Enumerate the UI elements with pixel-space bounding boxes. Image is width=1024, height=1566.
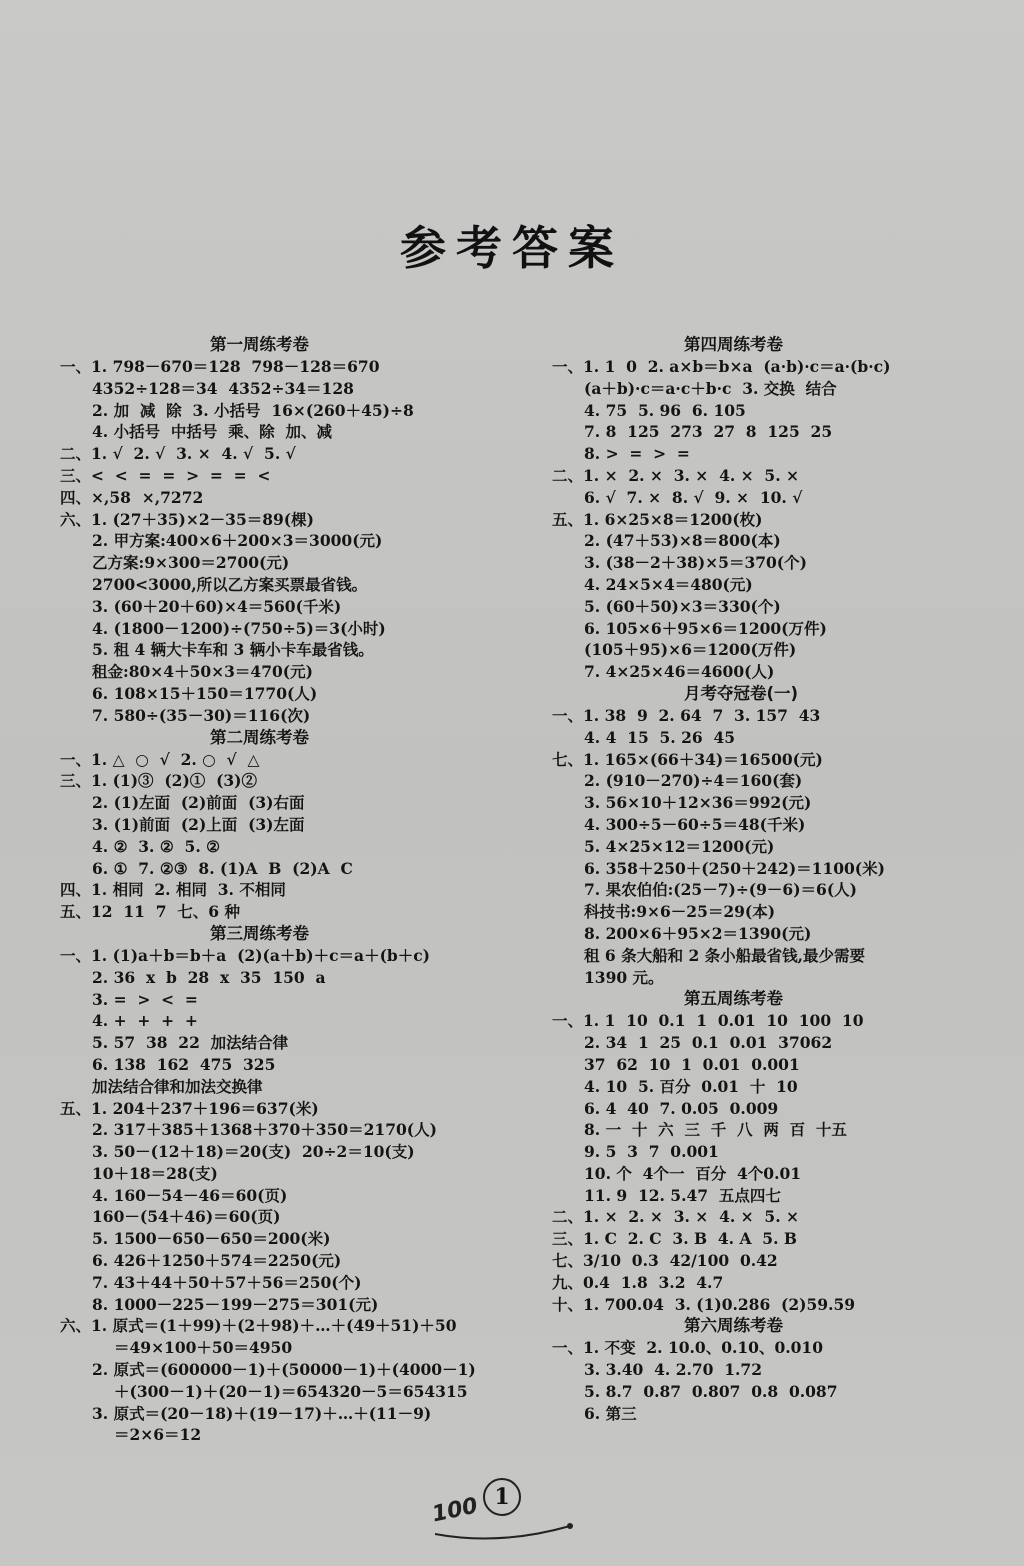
answer-line: 5. 租 4 辆大卡车和 3 辆小卡车最省钱。 xyxy=(92,640,374,660)
answer-line: 3. 3.40 4. 2.70 1.72 xyxy=(584,1360,762,1380)
answer-line: 3. 原式＝(20－18)＋(19－17)＋…＋(11－9) xyxy=(92,1403,432,1423)
answer-line: ＋(300－1)＋(20－1)＝654320－5＝654315 xyxy=(114,1381,468,1401)
answer-line: 三、< < = = > = = < xyxy=(60,465,271,485)
section-title: 月考夺冠卷(一) xyxy=(684,683,799,703)
answer-line: 4. 24×5×4＝480(元) xyxy=(584,574,753,594)
answer-line: 2. 36 x b 28 x 35 150 a xyxy=(92,967,326,987)
answer-line: 一、1. 不变 2. 10.0、0.10、0.010 xyxy=(552,1338,823,1358)
section-title: 第二周练考卷 xyxy=(210,727,309,747)
answer-line: 11. 9 12. 5.47 五点四七 xyxy=(584,1185,781,1205)
answer-line: 6. 第三 xyxy=(584,1403,637,1423)
answer-line: 2700<3000,所以乙方案买票最省钱。 xyxy=(92,574,368,594)
answer-line: 8. 1000－225－199－275＝301(元) xyxy=(92,1294,379,1314)
answer-line: 九、0.4 1.8 3.2 4.7 xyxy=(552,1272,724,1292)
section-title: 第五周练考卷 xyxy=(684,989,783,1009)
answer-line: 租金:80×4＋50×3＝470(元) xyxy=(92,662,313,682)
page-title: 参考答案 xyxy=(400,221,624,275)
answer-line: 2. (910－270)÷4＝160(套) xyxy=(584,771,803,791)
answer-line: 160－(54＋46)＝60(页) xyxy=(92,1207,281,1227)
answer-line: 3. (60＋20＋60)×4＝560(千米) xyxy=(92,596,342,616)
page-number: 1 xyxy=(483,1478,521,1516)
answer-line: 4. 4 15 5. 26 45 xyxy=(584,727,736,747)
logo-100-mark: 100 xyxy=(429,1493,481,1528)
answer-line: 2. 317＋385＋1368＋370＋350＝2170(人) xyxy=(92,1120,437,1140)
answer-line: 4. 160－54－46＝60(页) xyxy=(92,1185,288,1205)
answer-line: 2. 原式＝(600000－1)＋(50000－1)＋(4000－1) xyxy=(92,1360,476,1380)
section-title: 第六周练考卷 xyxy=(684,1316,783,1336)
answer-line: 10. 个 4个一 百分 4个0.01 xyxy=(584,1163,802,1183)
answer-line: 4. 300÷5－60÷5＝48(千米) xyxy=(584,814,806,834)
answer-line: 8. 200×6＋95×2＝1390(元) xyxy=(584,923,812,943)
answer-line: 四、1. 相同 2. 相同 3. 不相同 xyxy=(60,880,286,900)
answer-line: (a＋b)·c＝a·c＋b·c 3. 交换 结合 xyxy=(584,378,837,398)
answer-line: 37 62 10 1 0.01 0.001 xyxy=(584,1054,800,1074)
answer-line: 十、1. 700.04 3. (1)0.286 (2)59.59 xyxy=(552,1294,856,1314)
answer-line: 6. ① 7. ②③ 8. (1)A B (2)A C xyxy=(92,858,353,878)
answer-line: 7. 8 125 273 27 8 125 25 xyxy=(584,422,833,442)
answer-line: 2. (1)左面 (2)前面 (3)右面 xyxy=(92,793,305,813)
section-title: 第一周练考卷 xyxy=(210,335,309,354)
logo-swoosh-icon xyxy=(430,1512,580,1542)
answer-line: 6. 108×15＋150＝1770(人) xyxy=(92,683,318,703)
answer-line: 7. 580÷(35－30)＝116(次) xyxy=(92,705,311,725)
answer-line: 租 6 条大船和 2 条小船最省钱,最少需要 xyxy=(584,945,866,965)
answer-line: 六、1. 原式＝(1＋99)＋(2＋98)＋…＋(49＋51)＋50 xyxy=(60,1316,457,1336)
answer-line: ＝49×100＋50＝4950 xyxy=(114,1338,293,1358)
answer-line: 8. 一 十 六 三 千 八 两 百 十五 xyxy=(584,1120,847,1140)
answer-line: 三、1. (1)③ (2)① (3)② xyxy=(60,771,258,791)
answer-line: 3. = > < = xyxy=(92,989,198,1009)
answer-line: 一、1. (1)a＋b＝b＋a (2)(a＋b)＋c＝a＋(b＋c) xyxy=(60,945,431,965)
answer-line: 3. 50－(12＋18)＝20(支) 20÷2＝10(支) xyxy=(92,1142,415,1162)
answer-line: 8. > = > = xyxy=(584,444,690,464)
answer-line: 加法结合律和加法交换律 xyxy=(92,1076,263,1096)
answer-line: 5. 1500－650－650＝200(米) xyxy=(92,1229,331,1249)
answer-line: 4. 小括号 中括号 乘、除 加、减 xyxy=(92,422,332,442)
answer-line: 3. 56×10＋12×36＝992(元) xyxy=(584,793,812,813)
answer-line: 6. 358＋250＋(250＋242)＝1100(米) xyxy=(584,858,885,878)
answer-line: 一、1. 798－670＝128 798－128＝670 xyxy=(60,357,380,376)
answer-line: 4. 75 5. 96 6. 105 xyxy=(584,400,746,420)
answer-line: 5. 4×25×12＝1200(元) xyxy=(584,836,775,856)
answer-line: 五、1. 6×25×8＝1200(枚) xyxy=(552,509,763,529)
answer-line: 二、1. √ 2. √ 3. × 4. √ 5. √ xyxy=(60,444,296,464)
answer-line: (105＋95)×6＝1200(万件) xyxy=(584,640,797,660)
right-column xyxy=(552,334,972,1425)
answer-line: 4352÷128＝34 4352÷34＝128 xyxy=(92,378,354,398)
answer-line: 4. 10 5. 百分 0.01 十 10 xyxy=(584,1076,798,1096)
section-title: 第三周练考卷 xyxy=(210,923,309,943)
answer-line: 2. 甲方案:400×6＋200×3＝3000(元) xyxy=(92,531,383,551)
answer-line: 5. (60＋50)×3＝330(个) xyxy=(584,596,781,616)
answer-line: ＝2×6＝12 xyxy=(114,1425,202,1445)
left-column xyxy=(60,334,500,1446)
answer-line: 4. + + + + xyxy=(92,1011,198,1031)
answer-line: 7. 4×25×46＝4600(人) xyxy=(584,662,775,682)
answer-line: 四、×,58 ×,7272 xyxy=(60,487,204,507)
answer-line: 6. √ 7. × 8. √ 9. × 10. √ xyxy=(584,487,803,507)
answer-line: 9. 5 3 7 0.001 xyxy=(584,1142,719,1162)
answer-line: 3. (38－2＋38)×5＝370(个) xyxy=(584,553,807,573)
section-title: 第四周练考卷 xyxy=(684,335,783,354)
answer-line: 7. 果农伯伯:(25－7)÷(9－6)＝6(人) xyxy=(584,880,857,900)
answer-line: 一、1. 38 9 2. 64 7 3. 157 43 xyxy=(552,705,821,725)
answer-line: 二、1. × 2. × 3. × 4. × 5. × xyxy=(552,465,799,485)
answer-line: 七、3/10 0.3 42/100 0.42 xyxy=(552,1251,778,1271)
answer-line: 五、12 11 7 七、6 种 xyxy=(60,902,240,922)
answer-line: 一、1. 1 10 0.1 1 0.01 10 100 10 xyxy=(552,1011,864,1031)
answer-line: 10＋18＝28(支) xyxy=(92,1163,218,1183)
answer-line: 六、1. (27＋35)×2－35＝89(棵) xyxy=(60,509,314,529)
answer-line: 2. 34 1 25 0.1 0.01 37062 xyxy=(584,1033,833,1053)
answer-line: 6. 105×6＋95×6＝1200(万件) xyxy=(584,618,827,638)
answer-line: 三、1. C 2. C 3. B 4. A 5. B xyxy=(552,1229,797,1249)
answer-line: 5. 8.7 0.87 0.807 0.8 0.087 xyxy=(584,1382,838,1402)
answer-line: 一、1. 1 0 2. a×b＝b×a (a·b)·c＝a·(b·c) xyxy=(552,357,891,376)
answer-line: 6. 426＋1250＋574＝2250(元) xyxy=(92,1251,342,1271)
answer-line: 二、1. × 2. × 3. × 4. × 5. × xyxy=(552,1207,799,1227)
answer-line: 5. 57 38 22 加法结合律 xyxy=(92,1033,289,1053)
answer-line: 3. (1)前面 (2)上面 (3)左面 xyxy=(92,814,305,834)
answer-line: 1390 元。 xyxy=(584,967,664,987)
answer-line: 2. (47＋53)×8＝800(本) xyxy=(584,531,781,551)
answer-line: 4. ② 3. ② 5. ② xyxy=(92,836,221,856)
answer-line: 6. 138 162 475 325 xyxy=(92,1054,276,1074)
answer-line: 7. 43＋44＋50＋57＋56＝250(个) xyxy=(92,1272,362,1292)
answer-line: 6. 4 40 7. 0.05 0.009 xyxy=(584,1098,779,1118)
answer-line: 一、1. △ ○ √ 2. ○ √ △ xyxy=(60,749,260,769)
answer-line: 4. (1800－1200)÷(750÷5)＝3(小时) xyxy=(92,618,386,638)
answer-line: 七、1. 165×(66＋34)＝16500(元) xyxy=(552,749,823,769)
answer-line: 乙方案:9×300＝2700(元) xyxy=(92,553,290,573)
answer-line: 2. 加 减 除 3. 小括号 16×(260＋45)÷8 xyxy=(92,400,414,420)
answer-line: 五、1. 204＋237＋196＝637(米) xyxy=(60,1098,319,1118)
answer-line: 科技书:9×6－25＝29(本) xyxy=(584,902,776,922)
